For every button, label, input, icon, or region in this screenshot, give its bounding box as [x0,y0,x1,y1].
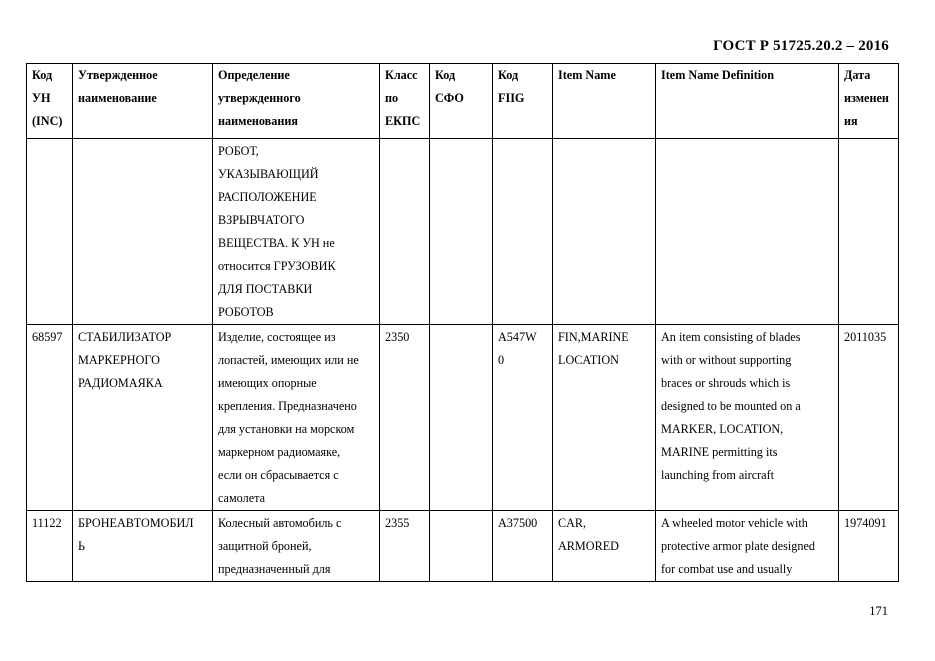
cell-ekps-class [380,139,430,325]
cell-sfo-code [430,139,493,325]
cell-fiig-code [493,139,553,325]
table-row [27,139,899,325]
column-header-inc: Код УН (INC) [27,64,73,139]
table-header-row [27,64,899,139]
cell-fiig-code: A547W 0 [493,325,553,511]
cell-inc: 11122 [27,511,73,582]
cell-definition: Изделие, состоящее из лопастей, имеющих или не имеющих опорные крепления. Предназначено для установки на морском маркерном радиомаяке, если он сбрасывается с самолета [213,325,380,511]
cell-change-date [839,139,899,325]
column-header-sfo-code: Код СФО [430,64,493,139]
cell-approved-name: БРОНЕАВТОМОБИЛ Ь [73,511,213,582]
cell-sfo-code [430,325,493,511]
cell-change-date: 2011035 [839,325,899,511]
nomenclature-table [26,63,899,582]
cell-change-date: 1974091 [839,511,899,582]
cell-item-name: CAR, ARMORED [553,511,656,582]
table-row [27,511,899,582]
cell-item-name [553,139,656,325]
column-header-item-name: Item Name [553,64,656,139]
page-number: 171 [869,604,888,618]
cell-inc [27,139,73,325]
column-header-definition: Определение утвержденного наименования [213,64,380,139]
cell-approved-name: СТАБИЛИЗАТОР МАРКЕРНОГО РАДИОМАЯКА [73,325,213,511]
cell-item-name-definition: An item consisting of blades with or without supporting braces or shrouds which is designed to be mounted on a MARKER, LOCATION, MARINE permitting its launching from aircraft [656,325,839,511]
document-standard-header: ГОСТ Р 51725.20.2 – 2016 [713,38,889,54]
column-header-approved-name: Утвержденное наименование [73,64,213,139]
table-row [27,325,899,511]
cell-ekps-class: 2355 [380,511,430,582]
cell-item-name-definition [656,139,839,325]
column-header-ekps-class: Класс по ЕКПС [380,64,430,139]
cell-definition: РОБОТ, УКАЗЫВАЮЩИЙ РАСПОЛОЖЕНИЕ ВЗРЫВЧАТОГО ВЕЩЕСТВА. К УН не относится ГРУЗОВИК ДЛЯ ПОСТАВКИ РОБОТОВ [213,139,380,325]
column-header-change-date: Дата изменен ия [839,64,899,139]
cell-sfo-code [430,511,493,582]
cell-inc: 68597 [27,325,73,511]
column-header-fiig-code: Код FIIG [493,64,553,139]
cell-item-name-definition: A wheeled motor vehicle with protective armor plate designed for combat use and usually [656,511,839,582]
column-header-item-name-definition: Item Name Definition [656,64,839,139]
cell-definition: Колесный автомобиль с защитной броней, предназначенный для [213,511,380,582]
cell-fiig-code: A37500 [493,511,553,582]
cell-item-name: FIN,MARINE LOCATION [553,325,656,511]
cell-approved-name [73,139,213,325]
cell-ekps-class: 2350 [380,325,430,511]
